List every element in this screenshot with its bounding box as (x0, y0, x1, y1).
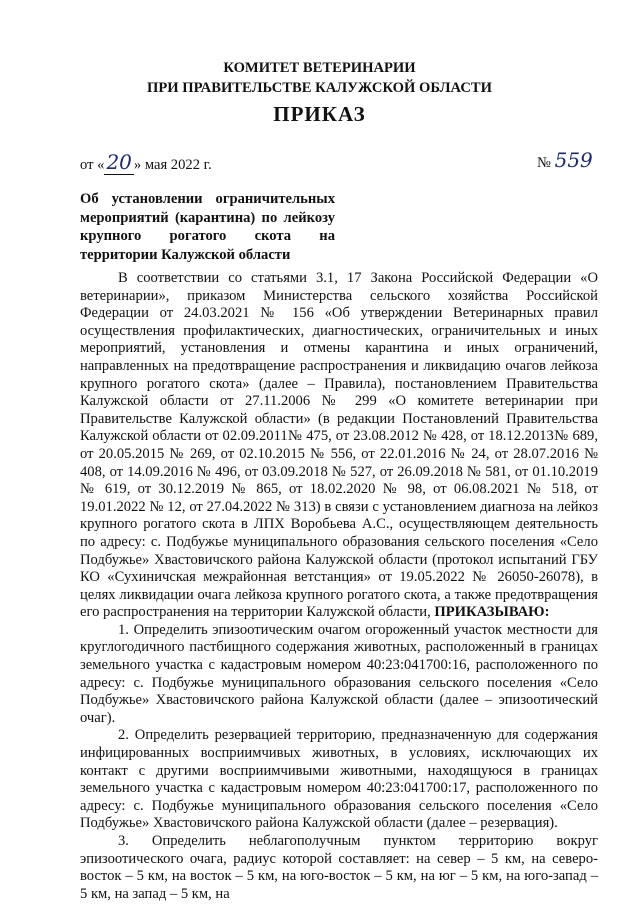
document-type-title: ПРИКАЗ (273, 102, 366, 126)
date-line (80, 150, 212, 175)
handwritten-order-number: 559 (554, 148, 593, 172)
organization-header (0, 58, 639, 98)
order-number (537, 148, 593, 172)
preamble-paragraph (80, 270, 598, 622)
order-item-1: 1. Определить эпизоотическим очагом огороженный участок местности для круглогодичного пастбищного содержания животных, расположенный в границах земельного участка с кадастровым номером 40:23:041700:16, расположенного по адресу: с. Подбужье муниципального образования сельского поселения «Село Подбужье» Хвастовичского района Калужской области (далее – эпизоотический очаг). (80, 621, 598, 726)
number-label: № (537, 155, 551, 171)
order-item-3: 3. Определить неблагополучным пунктом территорию вокруг эпизоотического очага, радиус которой составляет: на север – 5 км, на северо-восток – 5 км, на восток – 5 км, на юго-восток – 5 км, на юг – 5 км, на юго-запад – 5 км, на запад – 5 км, на (80, 833, 598, 902)
preamble-text: В соответствии со статьями 3.1, 17 Закона Российской Федерации «О ветеринарии», приказом Министерства сельского хозяйства Российской Федерации от 24.03.2021 № 156 «Об утверждении Ветеринарных правил осуществления профилактических, диагностических, ограничительных и иных мероприятий, установления и отмены карантина и иных ограничений, направленных на предотвращение распространения и ликвидацию очагов лейкоза крупного рогатого скота» (далее – Правила), постановлением Правительства Калужской области от 27.11.2006 № 299 «О комитете ветеринарии при Правительстве Калужской области» (в редакции Постановлений Правительства Калужской области от 02.09.2011№ 475, от 23.08.2012 № 428, от 18.12.2013№ 689, от 20.05.2015 № 269, от 02.10.2015 № 556, от 22.01.2016 № 24, от 28.07.2016 № 408, от 14.09.2016 № 496, от 03.09.2018 № 527, от 26.09.2018 № 581, от 01.10.2019 № 619, от 30.12.2019 № 865, от 18.02.2020 № 98, от 06.08.2021 № 518, от 19.01.2022 № 12, от 27.04.2022 № 313) в связи с установлением диагноза на лейкоз крупного рогатого скота в ЛПХ Воробьева А.С., осуществляющем деятельность по адресу: с. Подбужье муниципального образования сельского поселения «Село Подбужье» Хвастовичского района Калужской области (протокол испытаний ГБУ КО «Сухиничская межрайонная ветстанция» от 19.05.2022 № 26050-26078), в целях ликвидации очага лейкоза крупного рогатого скота, а также предотвращения его распространения на территории Калужской области, (80, 270, 598, 621)
order-word: ПРИКАЗЫВАЮ: (434, 604, 550, 621)
org-line-2: ПРИ ПРАВИТЕЛЬСТВЕ КАЛУЖСКОЙ ОБЛАСТИ (147, 80, 492, 96)
handwritten-date-day: 20 (106, 150, 132, 174)
date-prefix: от « (80, 157, 105, 173)
order-body (80, 270, 598, 903)
order-subject: Об установлении ограничительных мероприятий (карантина) по лейкозу крупного рогатого скота на территории Калужской области (80, 191, 335, 263)
org-line-1: КОМИТЕТ ВЕТЕРИНАРИИ (223, 60, 416, 76)
order-item-2: 2. Определить резервацией территорию, предназначенную для содержания инфицированных восприимчивых животных, в условиях, исключающих их контакт с другими восприимчивыми животными, находящуюся в границах земельного участка с кадастровым номером 40:23:041700:17, расположенного по адресу: с. Подбужье муниципального образования сельского поселения «Село Подбужье» Хвастовичского района Калужской области (далее – резервация). (80, 727, 598, 832)
date-suffix: » мая 2022 г. (133, 157, 212, 173)
